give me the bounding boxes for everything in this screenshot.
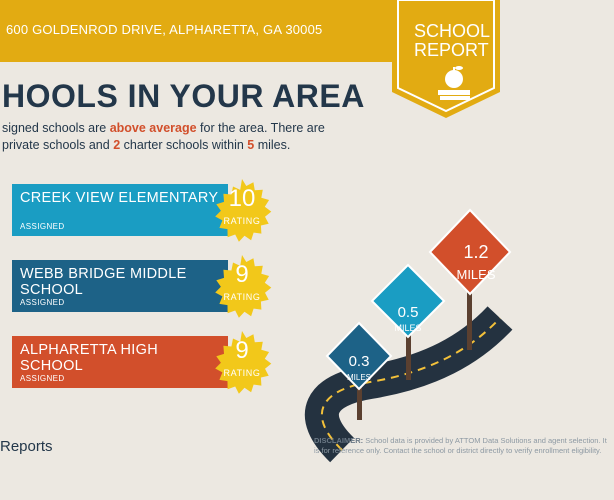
disclaimer-text — [314, 436, 614, 456]
sign-unit-1: MILES — [346, 373, 371, 382]
intro-part-3: private schools and — [2, 138, 114, 152]
intro-part-2: for the area. There are — [196, 121, 325, 135]
school-name: CREEK VIEW ELEMENTARY — [20, 190, 219, 206]
sign-unit-2: MILES — [394, 323, 422, 333]
rating-label: RATING — [223, 292, 261, 302]
rating-value: 10 — [228, 185, 256, 212]
disclaimer-label: DISCLAIMER: — [314, 436, 364, 445]
intro-highlight-miles: 5 — [247, 138, 255, 152]
school-report-badge — [386, 0, 500, 120]
badge-shape — [386, 0, 500, 120]
sign-value-1: 0.3 — [348, 353, 370, 370]
rating-seal-3 — [208, 330, 276, 398]
school-status: ASSIGNED — [20, 374, 65, 383]
rating-value: 9 — [235, 261, 249, 288]
rating-label: RATING — [223, 368, 261, 378]
intro-highlight-charter-count: 2 — [113, 138, 121, 152]
footer-brand: Reports — [0, 438, 53, 455]
rating-seal-1 — [208, 178, 276, 246]
school-status: ASSIGNED — [20, 298, 65, 307]
intro-part-5: miles. — [254, 138, 291, 152]
rating-label: RATING — [223, 216, 261, 226]
intro-part-1: signed schools are — [2, 121, 110, 135]
property-address: 600 GOLDENROD DRIVE, ALPHARETTA, GA 30005 — [6, 22, 323, 37]
intro-part-4: charter schools within — [120, 138, 248, 152]
intro-text — [2, 120, 362, 154]
sign-post-2 — [406, 335, 411, 380]
rating-value: 9 — [235, 337, 249, 364]
school-name: ALPHARETTA HIGH SCHOOL — [20, 342, 158, 374]
sign-value-2: 0.5 — [397, 304, 419, 321]
badge-line-2: REPORT — [414, 40, 489, 60]
intro-highlight-above-average: above average — [109, 121, 197, 135]
school-name: WEBB BRIDGE MIDDLE SCHOOL — [20, 266, 187, 298]
sign-unit-3: MILES — [456, 267, 496, 282]
disclaimer-body: School data is provided by ATTOM Data Solutions and agent selection. It is for reference only. Contact the school or district directly to verify enrollment eligibility. — [314, 436, 607, 455]
sign-post-3 — [467, 290, 472, 350]
badge-line-1: SCHOOL — [414, 21, 491, 41]
school-status: ASSIGNED — [20, 222, 65, 231]
sign-value-3: 1.2 — [463, 242, 489, 262]
road-illustration — [300, 210, 500, 450]
rating-seal-2 — [208, 254, 276, 322]
page-heading: HOOLS IN YOUR AREA — [2, 78, 365, 114]
